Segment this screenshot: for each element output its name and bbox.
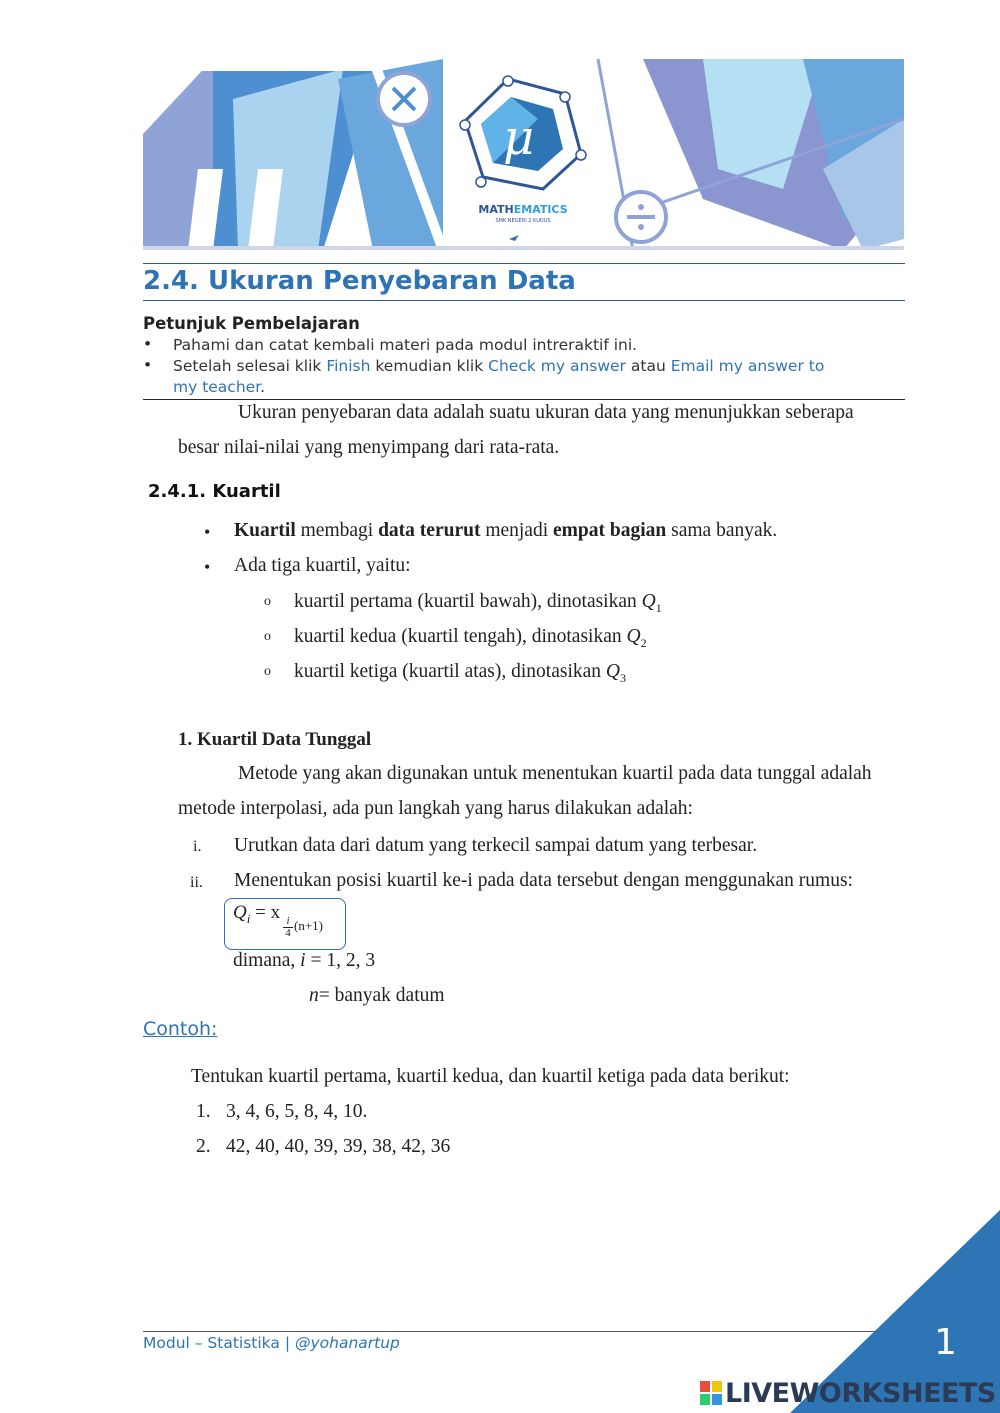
email-answer-link-cont[interactable]: my teacher <box>173 378 261 396</box>
kuartil-sub-1: kuartil pertama (kuartil bawah), dinotasikan $Q_1$ <box>294 591 662 615</box>
title-rule-bottom <box>143 300 905 301</box>
author-handle: @yohanartup <box>294 1334 400 1352</box>
kuartil-bullet-1: • <box>204 522 211 542</box>
n-definition: n= banyak datum <box>309 985 445 1006</box>
sub-bullet-3: o <box>264 664 271 679</box>
kuartil-item-2: Ada tiga kuartil, yaitu: <box>234 555 411 576</box>
kuartil-bullet-2: • <box>204 557 211 577</box>
check-answer-link[interactable]: Check my answer <box>488 357 626 375</box>
page-number: 1 <box>934 1322 957 1363</box>
mu-symbol: μ <box>503 110 535 166</box>
instructions-bullet-1: • <box>143 335 153 353</box>
contoh-item-2-num: 2. <box>196 1136 211 1157</box>
kuartil-sub-2: kuartil kedua (kuartil tengah), dinotasikan $Q_2$ <box>294 626 647 650</box>
step-1-number: i. <box>193 838 202 855</box>
banner-artwork <box>143 59 904 250</box>
step-2-number: ii. <box>190 874 203 891</box>
school-text: SMK NEGERI 2 KUDUS <box>495 218 551 224</box>
tunggal-paragraph-1: Metode yang akan digunakan untuk menentukan kuartil pada data tunggal adalah <box>238 763 872 784</box>
instructions-divider <box>143 399 905 400</box>
instructions-bullet-2: • <box>143 356 153 374</box>
formula-fraction: i 4 <box>283 916 293 939</box>
kuartil-heading: 2.4.1. Kuartil <box>148 481 281 502</box>
step-1-text: Urutkan data dari datum yang terkecil sampai datum yang terbesar. <box>234 835 758 856</box>
kuartil-item-1: Kuartil membagi data terurut menjadi empat bagian sama banyak. <box>234 520 778 541</box>
instructions-heading: Petunjuk Pembelajaran <box>143 314 360 333</box>
header-banner <box>143 59 904 250</box>
liveworksheets-watermark: LIVEWORKSHEETS <box>725 1378 996 1409</box>
contoh-label: Contoh: <box>143 1018 218 1040</box>
instructions-item-2-cont: my teacher. <box>173 378 266 396</box>
intro-line-1: Ukuran penyebaran data adalah suatu ukuran data yang menunjukkan seberapa <box>238 402 854 423</box>
contoh-item-2: 42, 40, 40, 39, 39, 38, 42, 36 <box>226 1136 451 1157</box>
intro-line-2: besar nilai-nilai yang menyimpang dari rata-rata. <box>178 437 560 458</box>
brand-text: MATHEMATICS <box>478 203 568 216</box>
finish-link[interactable]: Finish <box>326 357 371 375</box>
title-rule-top <box>143 263 905 264</box>
instructions-item-1: Pahami dan catat kembali materi pada modul intreraktif ini. <box>173 336 638 354</box>
kuartil-sub-3: kuartil ketiga (kuartil atas), dinotasikan $Q_3$ <box>294 661 626 685</box>
formula-box <box>224 898 346 950</box>
contoh-item-1: 3, 4, 6, 5, 8, 4, 10. <box>226 1101 368 1122</box>
formula-text: $Q_i = x$ <box>233 902 281 926</box>
section-title: 2.4. Ukuran Penyebaran Data <box>143 266 576 296</box>
dimana-line: dimana, i = 1, 2, 3 <box>233 950 376 971</box>
formula-tail: (n+1) <box>294 918 323 933</box>
step-2-text: Menentukan posisi kuartil ke-i pada data tersebut dengan menggunakan rumus: <box>234 870 853 891</box>
footer-text: Modul – Statistika | @yohanartup <box>143 1334 400 1352</box>
contoh-item-1-num: 1. <box>196 1101 211 1122</box>
email-answer-link[interactable]: Email my answer to <box>670 357 825 375</box>
sub-bullet-2: o <box>264 629 271 644</box>
liveworksheets-logo-icon <box>700 1381 722 1405</box>
tunggal-heading: 1. Kuartil Data Tunggal <box>178 729 372 750</box>
sub-bullet-1: o <box>264 594 271 609</box>
instructions-item-2: Setelah selesai klik Finish kemudian klik Check my answer atau Email my answer to <box>173 357 825 375</box>
contoh-prompt: Tentukan kuartil pertama, kuartil kedua, dan kuartil ketiga pada data berikut: <box>191 1066 790 1087</box>
tunggal-paragraph-2: metode interpolasi, ada pun langkah yang harus dilakukan adalah: <box>178 798 693 819</box>
